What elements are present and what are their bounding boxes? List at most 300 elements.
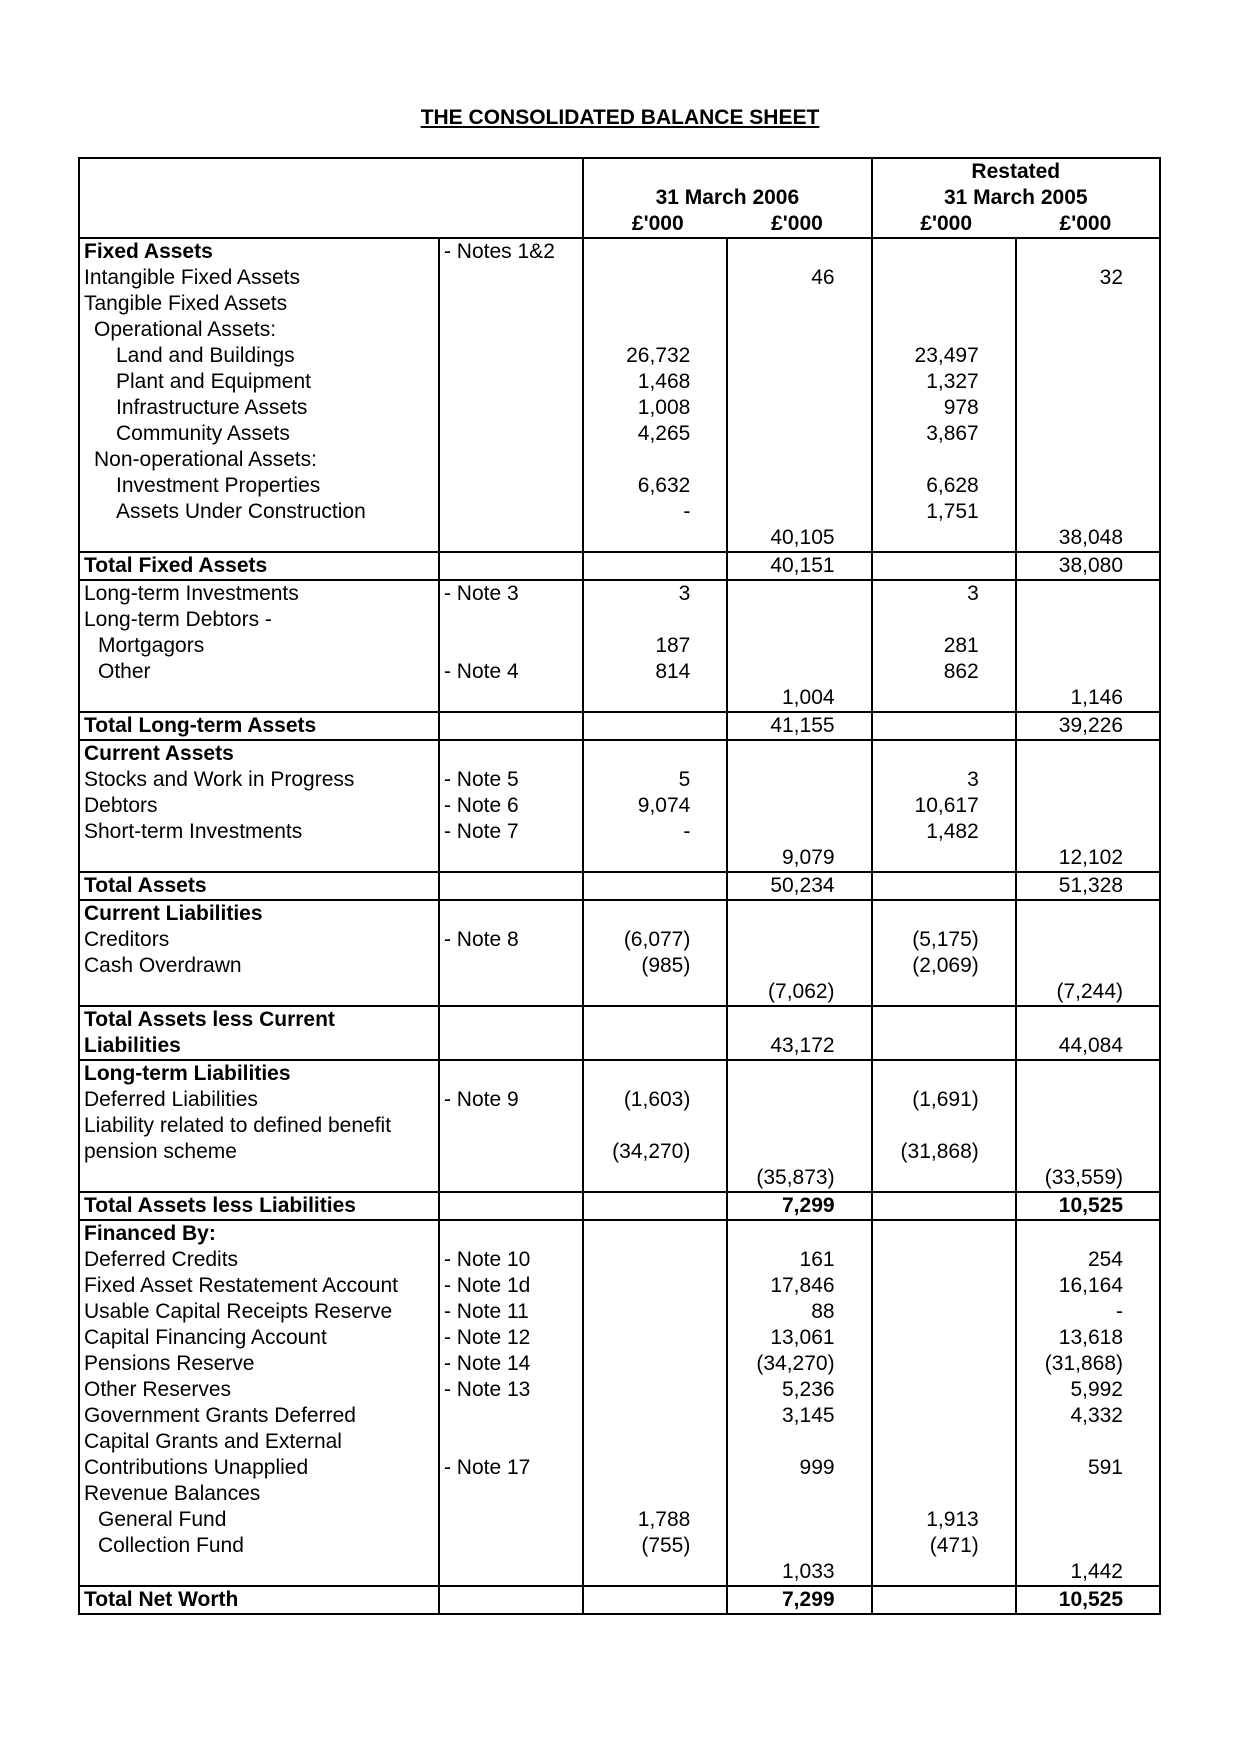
value-2005-total	[1016, 291, 1160, 317]
value-2006-total	[727, 1481, 871, 1507]
table-row	[79, 499, 1160, 525]
row-label: pension scheme	[79, 1139, 439, 1165]
value-2005-total	[1016, 659, 1160, 685]
value-2006-total	[727, 1139, 871, 1165]
value-2006-detail	[583, 1247, 727, 1273]
value-2006-detail	[583, 685, 727, 712]
table-row	[79, 1403, 1160, 1429]
row-note: - Note 11	[439, 1299, 583, 1325]
value-2005-detail	[872, 872, 1016, 900]
table-row	[79, 1220, 1160, 1247]
value-2005-total	[1016, 740, 1160, 767]
table-row	[79, 845, 1160, 872]
header-2005-date: 31 March 2005	[943, 186, 1088, 209]
value-2006-detail	[583, 1220, 727, 1247]
row-label: Total Assets less Current	[79, 1006, 439, 1033]
row-note	[439, 740, 583, 767]
table-row	[79, 1060, 1160, 1087]
row-label	[79, 1559, 439, 1586]
value-2005-detail	[872, 1220, 1016, 1247]
value-2005-detail: (471)	[872, 1533, 1016, 1559]
row-label	[79, 525, 439, 552]
header-2006-unit-a: £'000	[631, 212, 684, 235]
value-2006-total: 46	[727, 265, 871, 291]
value-2005-total: 1,442	[1016, 1559, 1160, 1586]
value-2005-total	[1016, 767, 1160, 793]
value-2005-total: 13,618	[1016, 1325, 1160, 1351]
value-2006-detail: 9,074	[583, 793, 727, 819]
value-2006-detail: (6,077)	[583, 927, 727, 953]
table-row	[79, 580, 1160, 607]
value-2005-total	[1016, 607, 1160, 633]
value-2006-total	[727, 927, 871, 953]
row-label: Tangible Fixed Assets	[79, 291, 439, 317]
table-row	[79, 1377, 1160, 1403]
row-note	[439, 395, 583, 421]
header-blank	[79, 158, 583, 238]
value-2005-total	[1016, 499, 1160, 525]
value-2005-detail: 281	[872, 633, 1016, 659]
value-2005-total: 1,146	[1016, 685, 1160, 712]
value-2006-total	[727, 1113, 871, 1139]
value-2005-total	[1016, 1481, 1160, 1507]
row-note: - Notes 1&2	[439, 238, 583, 265]
value-2005-total: 591	[1016, 1455, 1160, 1481]
value-2005-detail	[872, 1481, 1016, 1507]
row-label: Cash Overdrawn	[79, 953, 439, 979]
row-note	[439, 552, 583, 580]
value-2006-total: 5,236	[727, 1377, 871, 1403]
value-2005-total	[1016, 317, 1160, 343]
row-label: Current Liabilities	[79, 900, 439, 927]
value-2005-total	[1016, 473, 1160, 499]
value-2006-detail: 814	[583, 659, 727, 685]
row-note	[439, 1139, 583, 1165]
value-2006-detail	[583, 238, 727, 265]
row-label: Long-term Investments	[79, 580, 439, 607]
value-2006-total	[727, 1429, 871, 1455]
row-label: Current Assets	[79, 740, 439, 767]
value-2006-total	[727, 447, 871, 473]
table-row	[79, 633, 1160, 659]
row-label: Investment Properties	[79, 473, 439, 499]
row-label: Fixed Asset Restatement Account	[79, 1273, 439, 1299]
table-row	[79, 1087, 1160, 1113]
row-note	[439, 343, 583, 369]
row-label: Debtors	[79, 793, 439, 819]
value-2006-total	[727, 1507, 871, 1533]
row-label: Creditors	[79, 927, 439, 953]
table-row	[79, 317, 1160, 343]
value-2005-total: 12,102	[1016, 845, 1160, 872]
value-2006-total	[727, 421, 871, 447]
row-label: Community Assets	[79, 421, 439, 447]
total-row	[79, 552, 1160, 580]
header-row	[79, 158, 1160, 238]
row-label: Intangible Fixed Assets	[79, 265, 439, 291]
value-2005-detail	[872, 1403, 1016, 1429]
row-label: Revenue Balances	[79, 1481, 439, 1507]
row-note	[439, 1481, 583, 1507]
value-2006-detail	[583, 1325, 727, 1351]
row-label	[79, 685, 439, 712]
row-label: Capital Grants and External	[79, 1429, 439, 1455]
row-note	[439, 317, 583, 343]
value-2006-detail	[583, 845, 727, 872]
value-2005-total	[1016, 633, 1160, 659]
value-2005-detail: 10,617	[872, 793, 1016, 819]
table-row	[79, 1165, 1160, 1192]
value-2006-detail	[583, 900, 727, 927]
table-row	[79, 238, 1160, 265]
row-note: - Note 3	[439, 580, 583, 607]
row-note	[439, 1033, 583, 1060]
table-row	[79, 1273, 1160, 1299]
table-row	[79, 1299, 1160, 1325]
value-2006-detail	[583, 1351, 727, 1377]
row-label: Long-term Liabilities	[79, 1060, 439, 1087]
row-note: - Note 12	[439, 1325, 583, 1351]
table-row	[79, 1455, 1160, 1481]
value-2005-total: 39,226	[1016, 712, 1160, 740]
row-label: Deferred Credits	[79, 1247, 439, 1273]
row-note	[439, 1113, 583, 1139]
value-2006-detail: 4,265	[583, 421, 727, 447]
value-2005-total: 254	[1016, 1247, 1160, 1273]
value-2006-total: 1,004	[727, 685, 871, 712]
value-2005-detail	[872, 291, 1016, 317]
table-row	[79, 1006, 1160, 1033]
value-2005-total: 16,164	[1016, 1273, 1160, 1299]
table-row	[79, 819, 1160, 845]
row-note	[439, 265, 583, 291]
value-2006-total	[727, 238, 871, 265]
value-2005-detail	[872, 525, 1016, 552]
value-2005-detail	[872, 552, 1016, 580]
value-2006-detail	[583, 1586, 727, 1614]
value-2005-detail	[872, 317, 1016, 343]
balance-sheet-table	[78, 157, 1161, 1615]
row-note: - Note 14	[439, 1351, 583, 1377]
value-2006-detail	[583, 1377, 727, 1403]
row-label: Contributions Unapplied	[79, 1455, 439, 1481]
value-2005-total	[1016, 1220, 1160, 1247]
value-2006-total	[727, 499, 871, 525]
value-2006-detail	[583, 712, 727, 740]
value-2005-detail: 23,497	[872, 343, 1016, 369]
row-note	[439, 421, 583, 447]
row-note	[439, 1429, 583, 1455]
value-2006-total: (34,270)	[727, 1351, 871, 1377]
value-2005-total	[1016, 1507, 1160, 1533]
row-note	[439, 953, 583, 979]
table-row	[79, 767, 1160, 793]
value-2005-detail	[872, 1351, 1016, 1377]
value-2006-detail	[583, 1006, 727, 1033]
total-row	[79, 872, 1160, 900]
value-2005-detail	[872, 685, 1016, 712]
value-2005-total	[1016, 369, 1160, 395]
row-label: Total Assets less Liabilities	[79, 1192, 439, 1220]
row-label: Land and Buildings	[79, 343, 439, 369]
value-2006-total: (35,873)	[727, 1165, 871, 1192]
row-note	[439, 1060, 583, 1087]
table-row	[79, 659, 1160, 685]
value-2005-total	[1016, 1087, 1160, 1113]
value-2006-total: 41,155	[727, 712, 871, 740]
value-2006-detail	[583, 525, 727, 552]
row-label: General Fund	[79, 1507, 439, 1533]
table-row	[79, 291, 1160, 317]
table-row	[79, 1247, 1160, 1273]
value-2005-total	[1016, 1113, 1160, 1139]
value-2006-total	[727, 740, 871, 767]
value-2006-detail	[583, 1060, 727, 1087]
value-2005-total: 38,048	[1016, 525, 1160, 552]
value-2005-total	[1016, 447, 1160, 473]
value-2006-total: 40,151	[727, 552, 871, 580]
row-note	[439, 291, 583, 317]
row-label: Liability related to defined benefit	[79, 1113, 439, 1139]
value-2005-detail	[872, 740, 1016, 767]
value-2006-total	[727, 1060, 871, 1087]
value-2005-detail: 3	[872, 767, 1016, 793]
row-note	[439, 633, 583, 659]
row-note	[439, 1533, 583, 1559]
row-note: - Note 8	[439, 927, 583, 953]
row-note: - Note 1d	[439, 1273, 583, 1299]
row-note	[439, 1006, 583, 1033]
row-label: Total Net Worth	[79, 1586, 439, 1614]
table-row	[79, 927, 1160, 953]
value-2006-detail	[583, 1559, 727, 1586]
value-2005-detail: (31,868)	[872, 1139, 1016, 1165]
value-2006-detail: 6,632	[583, 473, 727, 499]
value-2006-total: (7,062)	[727, 979, 871, 1006]
value-2005-total	[1016, 238, 1160, 265]
table-row	[79, 473, 1160, 499]
page-title: THE CONSOLIDATED BALANCE SHEET	[420, 106, 820, 129]
value-2006-detail: 1,468	[583, 369, 727, 395]
row-note	[439, 607, 583, 633]
value-2006-total	[727, 369, 871, 395]
value-2006-detail: -	[583, 819, 727, 845]
value-2006-total	[727, 1087, 871, 1113]
value-2006-total: 9,079	[727, 845, 871, 872]
row-note	[439, 1192, 583, 1220]
value-2005-total: 32	[1016, 265, 1160, 291]
value-2005-total: 5,992	[1016, 1377, 1160, 1403]
value-2006-total	[727, 900, 871, 927]
value-2005-total	[1016, 1006, 1160, 1033]
value-2005-detail	[872, 447, 1016, 473]
value-2005-total	[1016, 927, 1160, 953]
value-2005-detail: 1,913	[872, 1507, 1016, 1533]
value-2005-detail	[872, 1113, 1016, 1139]
value-2005-detail: 6,628	[872, 473, 1016, 499]
value-2005-total	[1016, 953, 1160, 979]
table-row	[79, 1139, 1160, 1165]
row-note	[439, 1403, 583, 1429]
value-2006-detail	[583, 1192, 727, 1220]
value-2006-total	[727, 1220, 871, 1247]
value-2006-detail	[583, 1273, 727, 1299]
value-2006-total	[727, 793, 871, 819]
value-2005-total	[1016, 900, 1160, 927]
value-2006-detail	[583, 1429, 727, 1455]
value-2005-detail	[872, 1429, 1016, 1455]
header-2005	[872, 158, 1160, 238]
row-label: Other	[79, 659, 439, 685]
row-note	[439, 499, 583, 525]
value-2006-detail	[583, 1033, 727, 1060]
table-row	[79, 685, 1160, 712]
value-2005-detail: (1,691)	[872, 1087, 1016, 1113]
row-label: Fixed Assets	[79, 238, 439, 265]
row-label: Capital Financing Account	[79, 1325, 439, 1351]
row-note	[439, 1507, 583, 1533]
row-label: Infrastructure Assets	[79, 395, 439, 421]
value-2006-detail	[583, 317, 727, 343]
table-row	[79, 1429, 1160, 1455]
row-note: - Note 17	[439, 1455, 583, 1481]
value-2005-total	[1016, 395, 1160, 421]
row-note	[439, 1559, 583, 1586]
value-2006-total	[727, 317, 871, 343]
value-2006-total	[727, 633, 871, 659]
table-row	[79, 525, 1160, 552]
row-note	[439, 685, 583, 712]
value-2005-detail	[872, 1377, 1016, 1403]
value-2005-total: (33,559)	[1016, 1165, 1160, 1192]
row-label	[79, 1165, 439, 1192]
value-2006-total: 88	[727, 1299, 871, 1325]
value-2005-total	[1016, 1429, 1160, 1455]
value-2005-detail: (2,069)	[872, 953, 1016, 979]
row-note	[439, 712, 583, 740]
header-2005-unit-b: £'000	[1059, 212, 1112, 235]
value-2005-detail	[872, 1192, 1016, 1220]
row-label	[79, 979, 439, 1006]
value-2005-detail	[872, 607, 1016, 633]
value-2006-detail	[583, 1113, 727, 1139]
value-2006-total	[727, 395, 871, 421]
value-2006-total	[727, 953, 871, 979]
row-note: - Note 5	[439, 767, 583, 793]
table-row	[79, 1533, 1160, 1559]
header-2006-date: 31 March 2006	[655, 186, 800, 209]
value-2005-detail	[872, 1060, 1016, 1087]
table-row	[79, 900, 1160, 927]
value-2005-detail	[872, 1325, 1016, 1351]
value-2006-detail: 1,788	[583, 1507, 727, 1533]
value-2005-detail: (5,175)	[872, 927, 1016, 953]
value-2005-detail: 3,867	[872, 421, 1016, 447]
value-2006-detail: 3	[583, 580, 727, 607]
value-2006-detail	[583, 872, 727, 900]
row-note: - Note 4	[439, 659, 583, 685]
table-row	[79, 1507, 1160, 1533]
value-2005-total	[1016, 819, 1160, 845]
value-2006-detail: (1,603)	[583, 1087, 727, 1113]
value-2006-detail	[583, 265, 727, 291]
row-note	[439, 845, 583, 872]
row-label: Short-term Investments	[79, 819, 439, 845]
total-row	[79, 1033, 1160, 1060]
row-label: Total Long-term Assets	[79, 712, 439, 740]
header-restated: Restated	[971, 160, 1061, 183]
value-2006-detail	[583, 552, 727, 580]
row-label: Operational Assets:	[79, 317, 439, 343]
value-2006-total: 161	[727, 1247, 871, 1273]
row-label	[79, 845, 439, 872]
value-2006-detail	[583, 1403, 727, 1429]
row-note	[439, 872, 583, 900]
row-note	[439, 473, 583, 499]
row-note	[439, 1165, 583, 1192]
value-2006-total	[727, 607, 871, 633]
value-2006-total	[727, 1006, 871, 1033]
row-label: Total Assets	[79, 872, 439, 900]
value-2006-total: 50,234	[727, 872, 871, 900]
row-label: Government Grants Deferred	[79, 1403, 439, 1429]
row-label: Other Reserves	[79, 1377, 439, 1403]
table-row	[79, 1325, 1160, 1351]
value-2006-detail: 187	[583, 633, 727, 659]
total-row	[79, 1586, 1160, 1614]
value-2006-total: 13,061	[727, 1325, 871, 1351]
table-row	[79, 395, 1160, 421]
table-row	[79, 793, 1160, 819]
value-2006-detail: (985)	[583, 953, 727, 979]
row-note	[439, 900, 583, 927]
value-2005-detail	[872, 1299, 1016, 1325]
value-2006-total	[727, 767, 871, 793]
value-2006-total: 43,172	[727, 1033, 871, 1060]
row-note: - Note 7	[439, 819, 583, 845]
row-note: - Note 9	[439, 1087, 583, 1113]
value-2006-total: 999	[727, 1455, 871, 1481]
row-label: Total Fixed Assets	[79, 552, 439, 580]
value-2005-detail	[872, 238, 1016, 265]
value-2005-detail	[872, 1455, 1016, 1481]
value-2006-total	[727, 580, 871, 607]
value-2006-total	[727, 1533, 871, 1559]
value-2005-detail	[872, 979, 1016, 1006]
row-note: - Note 6	[439, 793, 583, 819]
value-2005-total: (31,868)	[1016, 1351, 1160, 1377]
table-row	[79, 343, 1160, 369]
value-2005-detail	[872, 1165, 1016, 1192]
table-row	[79, 265, 1160, 291]
value-2005-detail	[872, 1586, 1016, 1614]
value-2005-detail: 1,751	[872, 499, 1016, 525]
row-label: Long-term Debtors -	[79, 607, 439, 633]
row-label: Pensions Reserve	[79, 1351, 439, 1377]
header-2005-unit-a: £'000	[920, 212, 973, 235]
value-2005-total	[1016, 1139, 1160, 1165]
value-2005-detail: 3	[872, 580, 1016, 607]
value-2006-detail	[583, 1299, 727, 1325]
row-note	[439, 525, 583, 552]
row-label: Non-operational Assets:	[79, 447, 439, 473]
row-note	[439, 369, 583, 395]
table-row	[79, 1113, 1160, 1139]
value-2006-total	[727, 819, 871, 845]
value-2006-detail: 5	[583, 767, 727, 793]
value-2005-detail	[872, 1247, 1016, 1273]
value-2006-detail	[583, 607, 727, 633]
